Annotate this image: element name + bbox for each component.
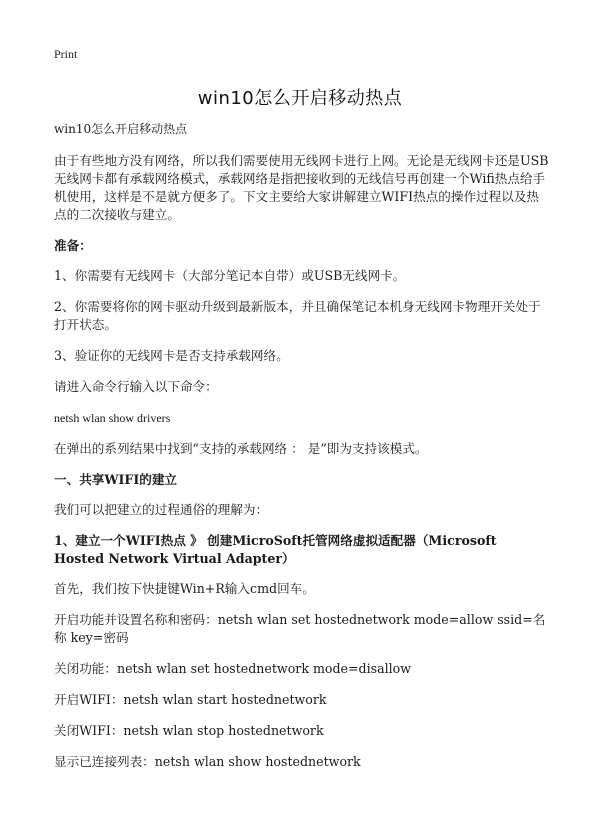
document-title: win10怎么开启移动热点 xyxy=(197,88,403,109)
command-intro: 请进入命令行输入以下命令： xyxy=(54,379,218,394)
prep-item-2: 2、你需要将你的网卡驱动升级到最新版本，并且确保笔记本机身无线网卡物理开关处于打开状态。 xyxy=(54,299,541,332)
document-body xyxy=(54,120,550,784)
print-label: Print xyxy=(54,47,78,61)
command-show-drivers: netsh wlan show drivers xyxy=(54,411,171,425)
intro-paragraph: 由于有些地方没有网络，所以我们需要使用无线网卡进行上网。无论是无线网卡还是USB无线网卡都有承载网络模式，承载网络是指把接收到的无线信号再创建一个Wifi热点给手机使用，这样是不是就方便多了。下文主要给大家讲解建立WIFI热点的操作过程以及热点的二次接收与建立。 xyxy=(54,153,549,222)
step-1-heading: 1、建立一个WIFI热点 》 创建MicroSoft托管网络虚拟适配器（Microsoft Hosted Network Virtual Adapter） xyxy=(54,533,497,566)
document-subtitle: win10怎么开启移动热点 xyxy=(54,122,188,136)
prep-heading: 准备： xyxy=(54,238,92,253)
step-1-stop-command: 关闭WIFI：netsh wlan stop hostednetwork xyxy=(54,723,324,738)
section-1-intro: 我们可以把建立的过程通俗的理解为： xyxy=(54,502,269,517)
step-1-set-command: 开启功能并设置名称和密码：netsh wlan set hostednetwork mode=allow ssid=名称 key=密码 xyxy=(54,612,546,645)
step-1-start-command: 开启WIFI：netsh wlan start hostednetwork xyxy=(54,692,327,707)
step-1-show-command: 显示已连接列表：netsh wlan show hostednetwork xyxy=(54,754,361,769)
section-1-heading: 一、共享WIFI的建立 xyxy=(54,472,178,487)
step-1-disable-command: 关闭功能：netsh wlan set hostednetwork mode=disallow xyxy=(54,661,412,676)
step-1-first: 首先，我们按下快捷键Win+R输入cmd回车。 xyxy=(54,581,315,596)
prep-item-3: 3、验证你的无线网卡是否支持承载网络。 xyxy=(54,348,289,363)
prep-item-1: 1、你需要有无线网卡（大部分笔记本自带）或USB无线网卡。 xyxy=(54,268,406,283)
command-result-note: 在弹出的系列结果中找到“支持的承载网络 ： 是”即为支持该模式。 xyxy=(54,441,428,456)
